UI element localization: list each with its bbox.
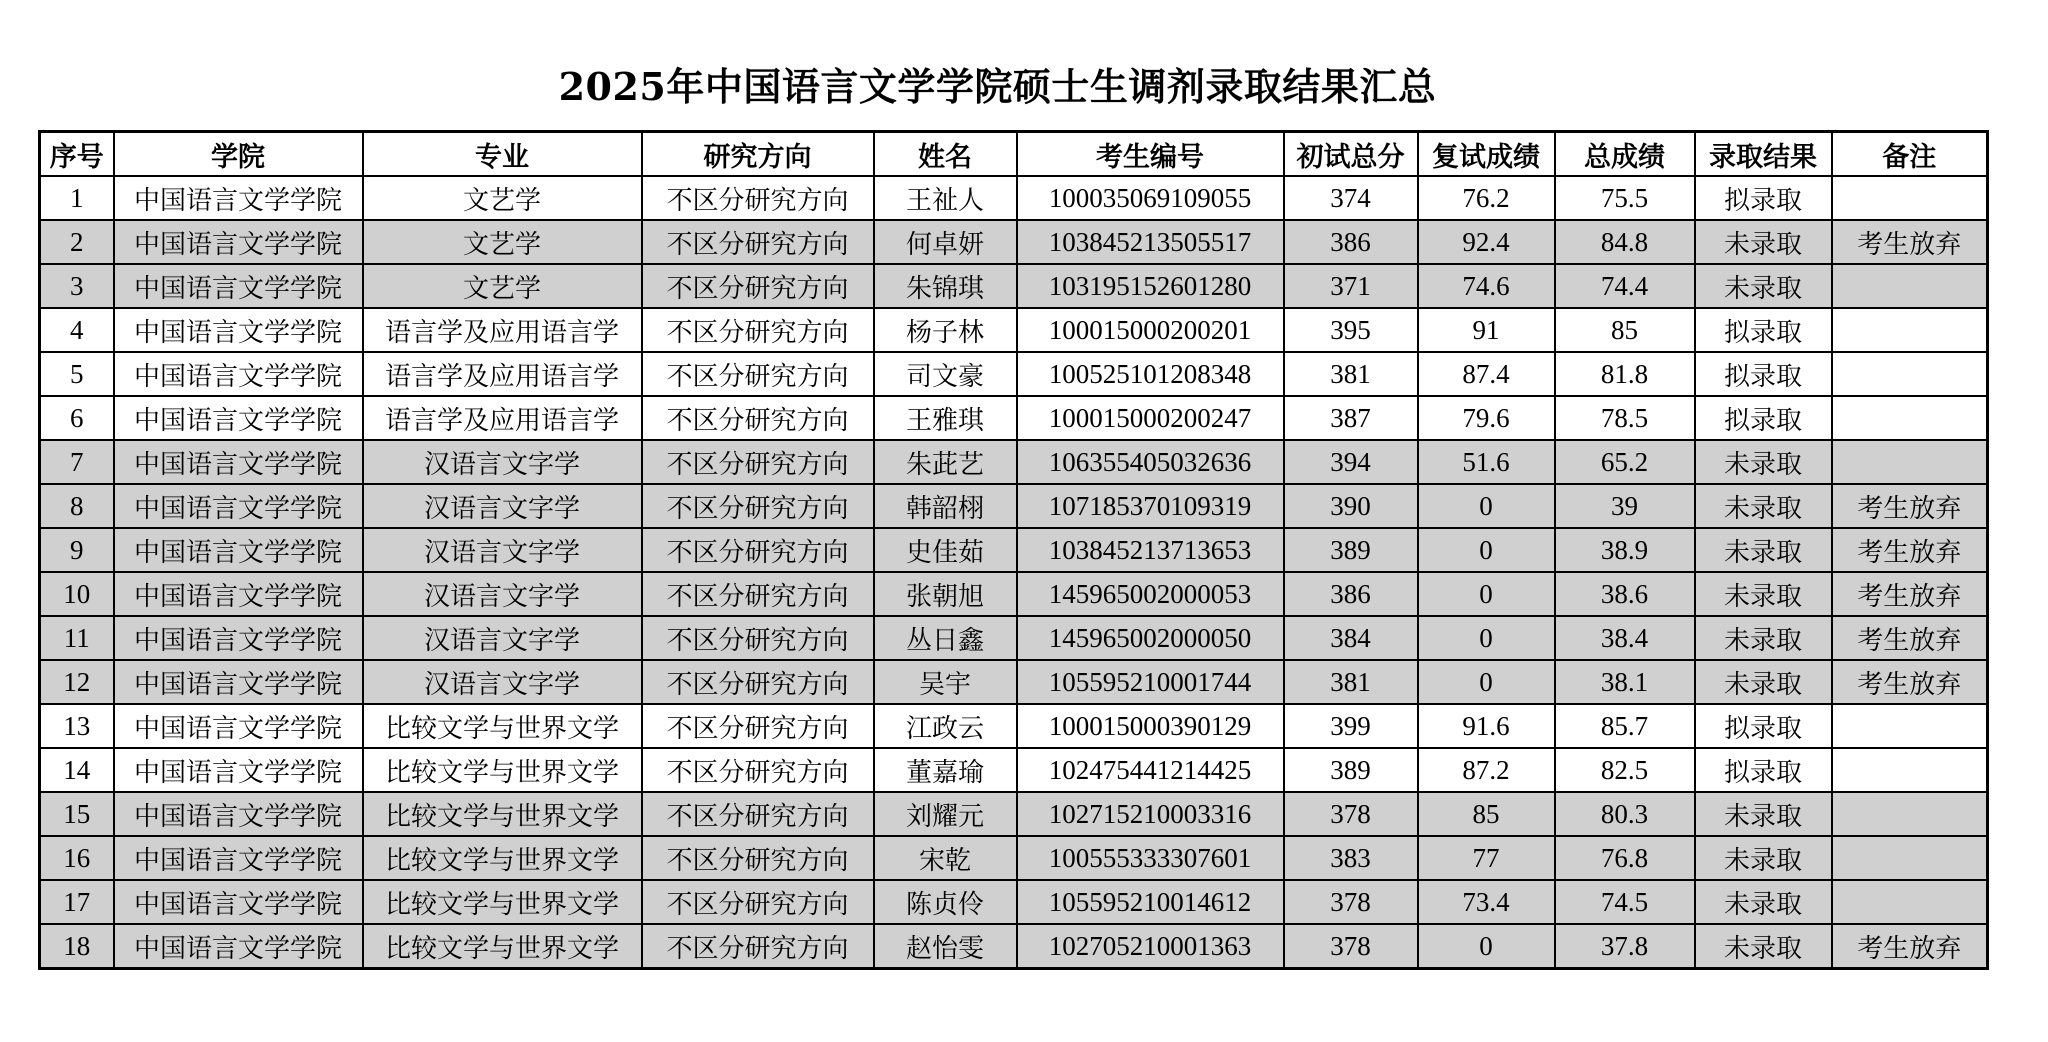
cell-preliminary-score: 395 bbox=[1284, 308, 1418, 352]
cell-college: 中国语言文学学院 bbox=[114, 528, 363, 572]
cell-serial-no: 4 bbox=[40, 308, 114, 352]
cell-major: 比较文学与世界文学 bbox=[363, 880, 642, 924]
cell-preliminary-score: 389 bbox=[1284, 748, 1418, 792]
table-row bbox=[40, 704, 1988, 748]
header-serial-no: 序号 bbox=[40, 132, 114, 177]
cell-research-direction: 不区分研究方向 bbox=[642, 528, 874, 572]
cell-preliminary-score: 381 bbox=[1284, 352, 1418, 396]
cell-candidate-id: 145965002000050 bbox=[1017, 616, 1284, 660]
cell-remarks: 考生放弃 bbox=[1832, 528, 1988, 572]
cell-total-score: 38.6 bbox=[1555, 572, 1695, 616]
cell-remarks: 考生放弃 bbox=[1832, 484, 1988, 528]
table-row bbox=[40, 308, 1988, 352]
table-row bbox=[40, 440, 1988, 484]
table-row bbox=[40, 528, 1988, 572]
cell-preliminary-score: 381 bbox=[1284, 660, 1418, 704]
cell-candidate-id: 145965002000053 bbox=[1017, 572, 1284, 616]
cell-total-score: 37.8 bbox=[1555, 924, 1695, 969]
cell-college: 中国语言文学学院 bbox=[114, 792, 363, 836]
cell-admission-result: 拟录取 bbox=[1695, 352, 1832, 396]
cell-preliminary-score: 384 bbox=[1284, 616, 1418, 660]
cell-preliminary-score: 386 bbox=[1284, 220, 1418, 264]
table-row bbox=[40, 396, 1988, 440]
table-row bbox=[40, 264, 1988, 308]
cell-research-direction: 不区分研究方向 bbox=[642, 352, 874, 396]
cell-admission-result: 未录取 bbox=[1695, 880, 1832, 924]
cell-college: 中国语言文学学院 bbox=[114, 440, 363, 484]
cell-total-score: 78.5 bbox=[1555, 396, 1695, 440]
cell-admission-result: 未录取 bbox=[1695, 220, 1832, 264]
table-body bbox=[40, 176, 1988, 969]
table-row bbox=[40, 176, 1988, 220]
cell-candidate-id: 100525101208348 bbox=[1017, 352, 1284, 396]
cell-name: 司文豪 bbox=[874, 352, 1017, 396]
cell-serial-no: 5 bbox=[40, 352, 114, 396]
cell-major: 汉语言文字学 bbox=[363, 484, 642, 528]
cell-preliminary-score: 374 bbox=[1284, 176, 1418, 220]
cell-college: 中国语言文学学院 bbox=[114, 748, 363, 792]
cell-preliminary-score: 394 bbox=[1284, 440, 1418, 484]
cell-candidate-id: 103195152601280 bbox=[1017, 264, 1284, 308]
cell-total-score: 38.9 bbox=[1555, 528, 1695, 572]
cell-college: 中国语言文学学院 bbox=[114, 660, 363, 704]
cell-remarks: 考生放弃 bbox=[1832, 660, 1988, 704]
cell-research-direction: 不区分研究方向 bbox=[642, 836, 874, 880]
cell-college: 中国语言文学学院 bbox=[114, 616, 363, 660]
cell-name: 王雅琪 bbox=[874, 396, 1017, 440]
cell-serial-no: 9 bbox=[40, 528, 114, 572]
cell-retest-score: 0 bbox=[1418, 924, 1555, 969]
cell-candidate-id: 105595210014612 bbox=[1017, 880, 1284, 924]
cell-remarks bbox=[1832, 704, 1988, 748]
cell-admission-result: 未录取 bbox=[1695, 616, 1832, 660]
cell-retest-score: 92.4 bbox=[1418, 220, 1555, 264]
cell-admission-result: 未录取 bbox=[1695, 528, 1832, 572]
cell-major: 汉语言文字学 bbox=[363, 528, 642, 572]
cell-name: 江政云 bbox=[874, 704, 1017, 748]
header-preliminary-score: 初试总分 bbox=[1284, 132, 1418, 177]
cell-admission-result: 未录取 bbox=[1695, 924, 1832, 969]
cell-research-direction: 不区分研究方向 bbox=[642, 660, 874, 704]
cell-admission-result: 未录取 bbox=[1695, 792, 1832, 836]
cell-research-direction: 不区分研究方向 bbox=[642, 572, 874, 616]
cell-total-score: 82.5 bbox=[1555, 748, 1695, 792]
cell-research-direction: 不区分研究方向 bbox=[642, 484, 874, 528]
table-header-row bbox=[40, 132, 1988, 177]
header-remarks: 备注 bbox=[1832, 132, 1988, 177]
cell-major: 汉语言文字学 bbox=[363, 572, 642, 616]
cell-retest-score: 0 bbox=[1418, 484, 1555, 528]
cell-serial-no: 10 bbox=[40, 572, 114, 616]
cell-major: 比较文学与世界文学 bbox=[363, 748, 642, 792]
cell-retest-score: 0 bbox=[1418, 528, 1555, 572]
cell-major: 汉语言文字学 bbox=[363, 616, 642, 660]
cell-candidate-id: 100015000200247 bbox=[1017, 396, 1284, 440]
cell-major: 语言学及应用语言学 bbox=[363, 352, 642, 396]
cell-admission-result: 未录取 bbox=[1695, 660, 1832, 704]
cell-remarks bbox=[1832, 748, 1988, 792]
cell-remarks bbox=[1832, 308, 1988, 352]
cell-candidate-id: 102715210003316 bbox=[1017, 792, 1284, 836]
cell-candidate-id: 102475441214425 bbox=[1017, 748, 1284, 792]
cell-major: 比较文学与世界文学 bbox=[363, 924, 642, 969]
cell-major: 比较文学与世界文学 bbox=[363, 792, 642, 836]
header-retest-score: 复试成绩 bbox=[1418, 132, 1555, 177]
cell-admission-result: 未录取 bbox=[1695, 264, 1832, 308]
cell-retest-score: 85 bbox=[1418, 792, 1555, 836]
cell-college: 中国语言文学学院 bbox=[114, 880, 363, 924]
table-row bbox=[40, 924, 1988, 969]
cell-preliminary-score: 389 bbox=[1284, 528, 1418, 572]
cell-college: 中国语言文学学院 bbox=[114, 220, 363, 264]
cell-name: 韩韶栩 bbox=[874, 484, 1017, 528]
cell-preliminary-score: 383 bbox=[1284, 836, 1418, 880]
cell-preliminary-score: 386 bbox=[1284, 572, 1418, 616]
cell-total-score: 38.4 bbox=[1555, 616, 1695, 660]
cell-preliminary-score: 399 bbox=[1284, 704, 1418, 748]
cell-name: 刘耀元 bbox=[874, 792, 1017, 836]
cell-college: 中国语言文学学院 bbox=[114, 308, 363, 352]
cell-college: 中国语言文学学院 bbox=[114, 176, 363, 220]
cell-retest-score: 91 bbox=[1418, 308, 1555, 352]
cell-total-score: 74.4 bbox=[1555, 264, 1695, 308]
cell-retest-score: 51.6 bbox=[1418, 440, 1555, 484]
cell-total-score: 85.7 bbox=[1555, 704, 1695, 748]
cell-college: 中国语言文学学院 bbox=[114, 836, 363, 880]
cell-remarks bbox=[1832, 352, 1988, 396]
cell-research-direction: 不区分研究方向 bbox=[642, 176, 874, 220]
cell-major: 汉语言文字学 bbox=[363, 660, 642, 704]
cell-college: 中国语言文学学院 bbox=[114, 572, 363, 616]
cell-total-score: 65.2 bbox=[1555, 440, 1695, 484]
cell-retest-score: 79.6 bbox=[1418, 396, 1555, 440]
cell-candidate-id: 107185370109319 bbox=[1017, 484, 1284, 528]
cell-serial-no: 8 bbox=[40, 484, 114, 528]
cell-research-direction: 不区分研究方向 bbox=[642, 220, 874, 264]
table-row bbox=[40, 836, 1988, 880]
table-row bbox=[40, 792, 1988, 836]
cell-remarks bbox=[1832, 264, 1988, 308]
cell-serial-no: 13 bbox=[40, 704, 114, 748]
cell-name: 宋乾 bbox=[874, 836, 1017, 880]
cell-research-direction: 不区分研究方向 bbox=[642, 704, 874, 748]
cell-retest-score: 74.6 bbox=[1418, 264, 1555, 308]
cell-preliminary-score: 371 bbox=[1284, 264, 1418, 308]
table-row bbox=[40, 572, 1988, 616]
cell-retest-score: 73.4 bbox=[1418, 880, 1555, 924]
cell-remarks bbox=[1832, 176, 1988, 220]
cell-research-direction: 不区分研究方向 bbox=[642, 264, 874, 308]
cell-name: 吴宇 bbox=[874, 660, 1017, 704]
cell-total-score: 74.5 bbox=[1555, 880, 1695, 924]
cell-remarks: 考生放弃 bbox=[1832, 616, 1988, 660]
cell-name: 丛日鑫 bbox=[874, 616, 1017, 660]
cell-major: 比较文学与世界文学 bbox=[363, 836, 642, 880]
table-row bbox=[40, 220, 1988, 264]
header-admission-result: 录取结果 bbox=[1695, 132, 1832, 177]
cell-serial-no: 3 bbox=[40, 264, 114, 308]
cell-retest-score: 77 bbox=[1418, 836, 1555, 880]
header-total-score: 总成绩 bbox=[1555, 132, 1695, 177]
header-name: 姓名 bbox=[874, 132, 1017, 177]
cell-remarks: 考生放弃 bbox=[1832, 572, 1988, 616]
table-row bbox=[40, 352, 1988, 396]
table-row bbox=[40, 484, 1988, 528]
cell-major: 汉语言文字学 bbox=[363, 440, 642, 484]
cell-preliminary-score: 387 bbox=[1284, 396, 1418, 440]
cell-admission-result: 未录取 bbox=[1695, 484, 1832, 528]
table-row bbox=[40, 748, 1988, 792]
cell-admission-result: 拟录取 bbox=[1695, 748, 1832, 792]
cell-admission-result: 未录取 bbox=[1695, 572, 1832, 616]
cell-name: 王祉人 bbox=[874, 176, 1017, 220]
cell-admission-result: 拟录取 bbox=[1695, 704, 1832, 748]
cell-total-score: 39 bbox=[1555, 484, 1695, 528]
cell-preliminary-score: 378 bbox=[1284, 924, 1418, 969]
cell-research-direction: 不区分研究方向 bbox=[642, 396, 874, 440]
cell-retest-score: 91.6 bbox=[1418, 704, 1555, 748]
cell-retest-score: 0 bbox=[1418, 616, 1555, 660]
cell-serial-no: 12 bbox=[40, 660, 114, 704]
cell-name: 何卓妍 bbox=[874, 220, 1017, 264]
cell-candidate-id: 106355405032636 bbox=[1017, 440, 1284, 484]
cell-remarks bbox=[1832, 836, 1988, 880]
cell-preliminary-score: 390 bbox=[1284, 484, 1418, 528]
cell-major: 语言学及应用语言学 bbox=[363, 308, 642, 352]
cell-college: 中国语言文学学院 bbox=[114, 396, 363, 440]
table-row bbox=[40, 616, 1988, 660]
header-major: 专业 bbox=[363, 132, 642, 177]
cell-remarks: 考生放弃 bbox=[1832, 220, 1988, 264]
cell-major: 文艺学 bbox=[363, 220, 642, 264]
cell-retest-score: 87.2 bbox=[1418, 748, 1555, 792]
cell-serial-no: 14 bbox=[40, 748, 114, 792]
cell-major: 文艺学 bbox=[363, 176, 642, 220]
cell-retest-score: 87.4 bbox=[1418, 352, 1555, 396]
cell-research-direction: 不区分研究方向 bbox=[642, 748, 874, 792]
cell-college: 中国语言文学学院 bbox=[114, 352, 363, 396]
cell-remarks bbox=[1832, 396, 1988, 440]
table-row bbox=[40, 660, 1988, 704]
cell-preliminary-score: 378 bbox=[1284, 792, 1418, 836]
cell-serial-no: 1 bbox=[40, 176, 114, 220]
cell-serial-no: 7 bbox=[40, 440, 114, 484]
cell-total-score: 84.8 bbox=[1555, 220, 1695, 264]
cell-college: 中国语言文学学院 bbox=[114, 484, 363, 528]
cell-candidate-id: 100015000390129 bbox=[1017, 704, 1284, 748]
cell-name: 张朝旭 bbox=[874, 572, 1017, 616]
cell-serial-no: 15 bbox=[40, 792, 114, 836]
cell-retest-score: 0 bbox=[1418, 660, 1555, 704]
cell-candidate-id: 103845213713653 bbox=[1017, 528, 1284, 572]
cell-serial-no: 2 bbox=[40, 220, 114, 264]
cell-research-direction: 不区分研究方向 bbox=[642, 616, 874, 660]
cell-serial-no: 18 bbox=[40, 924, 114, 969]
cell-name: 陈贞伶 bbox=[874, 880, 1017, 924]
cell-serial-no: 6 bbox=[40, 396, 114, 440]
document-title: 2025年中国语言文学学院硕士生调剂录取结果汇总 bbox=[558, 64, 1437, 109]
cell-candidate-id: 103845213505517 bbox=[1017, 220, 1284, 264]
cell-candidate-id: 100015000200201 bbox=[1017, 308, 1284, 352]
cell-college: 中国语言文学学院 bbox=[114, 924, 363, 969]
header-candidate-id: 考生编号 bbox=[1017, 132, 1284, 177]
cell-total-score: 75.5 bbox=[1555, 176, 1695, 220]
cell-retest-score: 76.2 bbox=[1418, 176, 1555, 220]
cell-name: 董嘉瑜 bbox=[874, 748, 1017, 792]
cell-research-direction: 不区分研究方向 bbox=[642, 308, 874, 352]
cell-college: 中国语言文学学院 bbox=[114, 264, 363, 308]
cell-serial-no: 11 bbox=[40, 616, 114, 660]
cell-candidate-id: 100035069109055 bbox=[1017, 176, 1284, 220]
cell-candidate-id: 102705210001363 bbox=[1017, 924, 1284, 969]
cell-major: 语言学及应用语言学 bbox=[363, 396, 642, 440]
cell-candidate-id: 100555333307601 bbox=[1017, 836, 1284, 880]
cell-remarks: 考生放弃 bbox=[1832, 924, 1988, 969]
cell-serial-no: 16 bbox=[40, 836, 114, 880]
cell-name: 朱茈艺 bbox=[874, 440, 1017, 484]
cell-college: 中国语言文学学院 bbox=[114, 704, 363, 748]
cell-name: 史佳茹 bbox=[874, 528, 1017, 572]
cell-total-score: 85 bbox=[1555, 308, 1695, 352]
cell-remarks bbox=[1832, 880, 1988, 924]
cell-research-direction: 不区分研究方向 bbox=[642, 880, 874, 924]
cell-admission-result: 拟录取 bbox=[1695, 308, 1832, 352]
cell-name: 朱锦琪 bbox=[874, 264, 1017, 308]
cell-admission-result: 拟录取 bbox=[1695, 396, 1832, 440]
cell-total-score: 76.8 bbox=[1555, 836, 1695, 880]
cell-research-direction: 不区分研究方向 bbox=[642, 440, 874, 484]
cell-admission-result: 未录取 bbox=[1695, 440, 1832, 484]
admission-results-table bbox=[38, 130, 1989, 970]
cell-admission-result: 未录取 bbox=[1695, 836, 1832, 880]
cell-remarks bbox=[1832, 440, 1988, 484]
cell-remarks bbox=[1832, 792, 1988, 836]
cell-research-direction: 不区分研究方向 bbox=[642, 792, 874, 836]
cell-total-score: 81.8 bbox=[1555, 352, 1695, 396]
cell-retest-score: 0 bbox=[1418, 572, 1555, 616]
cell-name: 赵怡雯 bbox=[874, 924, 1017, 969]
cell-major: 比较文学与世界文学 bbox=[363, 704, 642, 748]
cell-total-score: 80.3 bbox=[1555, 792, 1695, 836]
header-research-direction: 研究方向 bbox=[642, 132, 874, 177]
cell-name: 杨子林 bbox=[874, 308, 1017, 352]
cell-research-direction: 不区分研究方向 bbox=[642, 924, 874, 969]
cell-total-score: 38.1 bbox=[1555, 660, 1695, 704]
cell-major: 文艺学 bbox=[363, 264, 642, 308]
cell-admission-result: 拟录取 bbox=[1695, 176, 1832, 220]
header-college: 学院 bbox=[114, 132, 363, 177]
cell-preliminary-score: 378 bbox=[1284, 880, 1418, 924]
table-row bbox=[40, 880, 1988, 924]
cell-candidate-id: 105595210001744 bbox=[1017, 660, 1284, 704]
cell-serial-no: 17 bbox=[40, 880, 114, 924]
